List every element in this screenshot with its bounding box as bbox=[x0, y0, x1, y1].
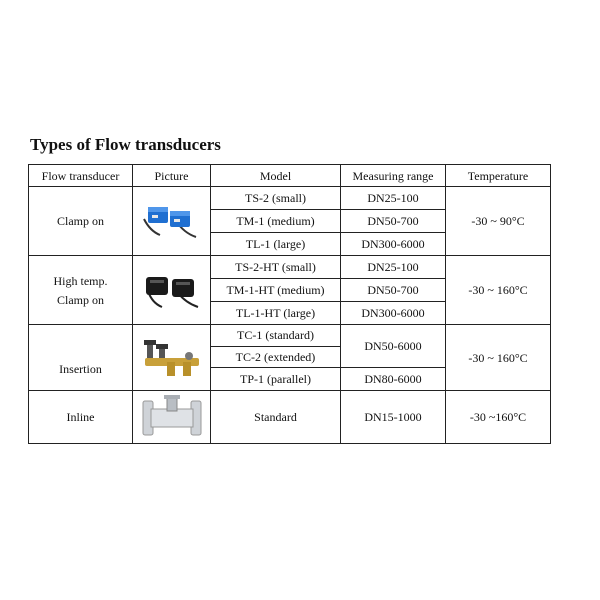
transducer-clamp-on: Clamp on bbox=[29, 187, 133, 256]
range-cell: DN300-6000 bbox=[341, 302, 446, 325]
table-row bbox=[29, 256, 551, 279]
range-cell: DN25-100 bbox=[341, 256, 446, 279]
range-cell: DN15-1000 bbox=[341, 391, 446, 444]
page-title: Types of Flow transducers bbox=[30, 135, 221, 154]
insertion-transducer-picture bbox=[133, 325, 211, 391]
header-temperature: Temperature bbox=[446, 165, 551, 187]
inline-transducer-picture bbox=[133, 391, 211, 444]
model-cell: TM-1-HT (medium) bbox=[211, 279, 341, 302]
model-cell: TC-1 (standard) bbox=[211, 325, 340, 347]
range-cell: DN25-100 bbox=[341, 187, 446, 210]
transducer-high-temp-line1: High temp. bbox=[53, 273, 108, 288]
header-picture: Picture bbox=[133, 165, 211, 187]
range-cell: DN50-700 bbox=[341, 210, 446, 233]
temperature-high-temp: -30 ~ 160°C bbox=[446, 256, 551, 325]
range-cell: DN80-6000 bbox=[341, 368, 446, 391]
temperature-clamp-on: -30 ~ 90°C bbox=[446, 187, 551, 256]
clamp-on-transducer-picture bbox=[133, 187, 211, 256]
table-row bbox=[29, 391, 551, 444]
model-cell: Standard bbox=[211, 391, 341, 444]
transducer-high-temp-line2: Clamp on bbox=[57, 292, 104, 307]
model-cell: TS-2-HT (small) bbox=[211, 256, 341, 279]
model-cell: TP-1 (parallel) bbox=[211, 368, 341, 391]
table-row bbox=[29, 325, 551, 368]
transducer-inline: Inline bbox=[29, 391, 133, 444]
header-flow-transducer: Flow transducer bbox=[29, 165, 133, 187]
model-cell: TL-1 (large) bbox=[211, 233, 341, 256]
range-cell: DN300-6000 bbox=[341, 233, 446, 256]
header-measuring-range: Measuring range bbox=[341, 165, 446, 187]
high-temp-transducer-picture bbox=[133, 256, 211, 325]
range-cell: DN50-6000 bbox=[341, 325, 446, 368]
transducer-insertion-label: Insertion bbox=[59, 362, 102, 376]
header-row bbox=[29, 165, 551, 187]
transducer-insertion bbox=[29, 325, 133, 391]
range-cell: DN50-700 bbox=[341, 279, 446, 302]
temperature-inline: -30 ~160°C bbox=[446, 391, 551, 444]
table-row bbox=[29, 187, 551, 210]
flow-transducer-table bbox=[28, 164, 551, 444]
transducer-high-temp bbox=[29, 256, 133, 325]
header-model: Model bbox=[211, 165, 341, 187]
model-cell: TM-1 (medium) bbox=[211, 210, 341, 233]
model-cell-group bbox=[211, 325, 341, 368]
temperature-insertion: -30 ~ 160°C bbox=[446, 325, 551, 391]
model-cell: TS-2 (small) bbox=[211, 187, 341, 210]
model-cell: TC-2 (extended) bbox=[235, 350, 316, 364]
model-cell: TL-1-HT (large) bbox=[211, 302, 341, 325]
